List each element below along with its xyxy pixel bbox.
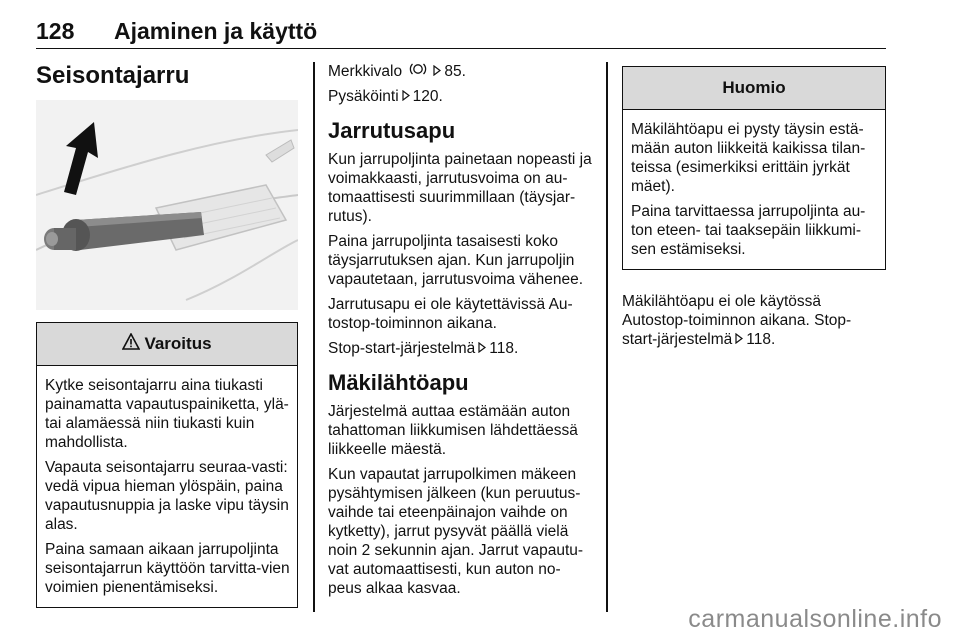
warning-title: Varoitus (144, 334, 212, 353)
page-reference-icon (735, 330, 743, 349)
page-reference-icon (433, 62, 441, 81)
warning-box (36, 322, 298, 608)
warning-header (37, 323, 297, 366)
note-paragraph: Mäkilähtöapu ei pysty täysin estä-mään auton liikkeitä kaikissa tilan-teissa (esimerkiksi erittäin jyrkät mäet). (631, 121, 866, 195)
warning-triangle-icon (122, 333, 140, 355)
indicator-light-icon (409, 62, 427, 81)
page-reference-icon (478, 339, 486, 358)
reference-line-merkkivalo: Merkkivalo 85. (328, 63, 466, 80)
column-middle (328, 62, 592, 604)
note-header: Huomio (623, 67, 885, 110)
page-header (36, 12, 886, 49)
body-paragraph: Paina jarrupoljinta tasaisesti koko täysjarrutuksen ajan. Kun jarrupoljin vapautetaan, jarrutusvoima vähenee. (328, 233, 584, 288)
column-divider (313, 62, 315, 612)
body-paragraph: Kun jarrupoljinta painetaan nopeasti ja voimakkaasti, jarrutusvoima on au-tomaattisesti suurimmillaan (täysjar-rutus). (328, 151, 592, 225)
body-paragraph: Jarrutusapu ei ole käytettävissä Au-tostop-toiminnon aikana. (328, 296, 573, 332)
reference-paragraph: Mäkilähtöapu ei ole käytössä Autostop-toiminnon aikana. Stop-start-järjestelmä 118. (622, 293, 852, 348)
reference-line-pysakointi: Pysäköinti 120. (328, 88, 443, 105)
column-left (36, 62, 298, 608)
section-title-seisontajarru: Seisontajarru (36, 62, 190, 89)
running-title: Ajaminen ja käyttö (114, 18, 318, 44)
warning-paragraph: Vapauta seisontajarru seuraa-vasti: vedä vipua hieman ylöspäin, paina vapautusnuppia ja laske vipu täysin alas. (45, 459, 289, 533)
heading-makilahtoapu: Mäkilähtöapu (328, 370, 469, 395)
reference-line-stop-start: Stop-start-järjestelmä 118. (328, 340, 519, 357)
page-number: 128 (36, 18, 75, 44)
warning-paragraph: Kytke seisontajarru aina tiukasti painamatta vapautuspainiketta, ylä- tai alamäessä niin tiukasti kuin mahdollista. (45, 377, 289, 451)
column-right (622, 66, 886, 355)
page-reference-icon (402, 87, 410, 106)
note-box (622, 66, 886, 270)
column-divider (606, 62, 608, 612)
warning-paragraph: Paina samaan aikaan jarrupoljinta seisontajarrun käyttöön tarvitta-vien voimien pienentämiseksi. (45, 541, 290, 596)
watermark: carmanualsonline.info (688, 605, 942, 633)
body-paragraph: Kun vapautat jarrupolkimen mäkeen pysähtymisen jälkeen (kun peruutus-vaihde tai eteenpäinajon vaihde on kytketty), jarrut pysyvät päällä vielä noin 2 sekunnin ajan. Jarrut vapautu-vat automaattisesti, kun auton no-peus alkaa kasvaa. (328, 466, 584, 597)
body-paragraph: Järjestelmä auttaa estämään auton tahattoman liikkumisen lähdettäessä liikkeelle mäestä. (328, 403, 578, 458)
parking-brake-illustration (36, 100, 298, 310)
note-paragraph: Paina tarvittaessa jarrupoljinta au-ton eteen- tai taaksepäin liikkumi-sen estämiseksi. (631, 203, 866, 258)
heading-jarrutusapu: Jarrutusapu (328, 118, 456, 143)
